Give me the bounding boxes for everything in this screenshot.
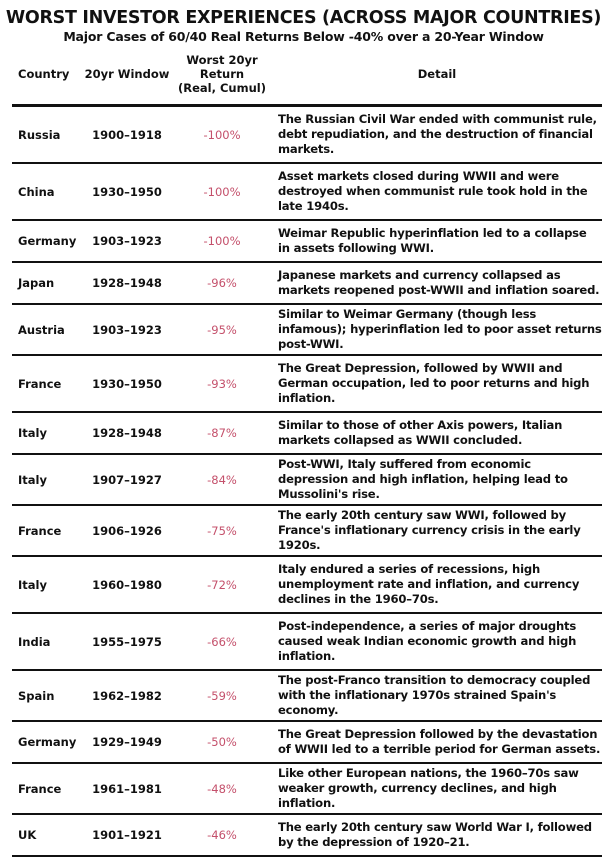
page-title: WORST INVESTOR EXPERIENCES (ACROSS MAJOR COUNTRIES) <box>5 8 602 28</box>
cell-country: Austria <box>12 304 82 355</box>
cell-window: 1903–1923 <box>82 304 172 355</box>
cell-detail: Post-independence, a series of major droughts caused weak Indian economic growth and high inflation. <box>272 613 602 670</box>
table-row <box>12 355 602 412</box>
cell-country: France <box>12 763 82 814</box>
cell-window: 1961–1981 <box>82 763 172 814</box>
cell-detail: Similar to those of other Axis powers, Italian markets collapsed as WWII concluded. <box>272 412 602 454</box>
cell-country: Italy <box>12 412 82 454</box>
cell-return: -72% <box>172 556 272 613</box>
cell-window: 1903–1923 <box>82 220 172 262</box>
cell-detail: The Great Depression followed by the devastation of WWII led to a terrible period for German assets. <box>272 721 602 763</box>
cell-return: -46% <box>172 814 272 856</box>
page-subtitle: Major Cases of 60/40 Real Returns Below -40% over a 20-Year Window <box>63 29 544 44</box>
cell-return: -87% <box>172 412 272 454</box>
cell-detail: The early 20th century saw WWI, followed by France's inflationary currency crisis in the early 1920s. <box>272 505 602 556</box>
header-country: Country <box>12 44 82 106</box>
cell-detail: The early 20th century saw World War I, followed by the depression of 1920–21. <box>272 814 602 856</box>
cell-window: 1928–1948 <box>82 262 172 304</box>
table-row <box>12 412 602 454</box>
table-row <box>12 304 602 355</box>
cell-return: -48% <box>172 763 272 814</box>
cell-detail: Similar to Weimar Germany (though less infamous); hyperinflation led to poor asset returns post-WWI. <box>272 304 602 355</box>
cell-detail: Weimar Republic hyperinflation led to a collapse in assets following WWI. <box>272 220 602 262</box>
cell-return: -100% <box>172 106 272 164</box>
table-row <box>12 556 602 613</box>
table-row <box>12 163 602 220</box>
table-row <box>12 814 602 856</box>
cell-country: Japan <box>12 262 82 304</box>
cell-country: Germany <box>12 220 82 262</box>
cell-window: 1955–1975 <box>82 613 172 670</box>
cell-return: -75% <box>172 505 272 556</box>
cell-return: -66% <box>172 613 272 670</box>
header-return-line3: (Real, Cumul) <box>178 81 266 95</box>
header-row <box>12 44 602 106</box>
cell-detail: The Russian Civil War ended with communist rule, debt repudiation, and the destruction of financial markets. <box>272 106 602 164</box>
cell-detail: Like other European nations, the 1960–70s saw weaker growth, currency declines, and high inflation. <box>272 763 602 814</box>
cell-window: 1929–1949 <box>82 721 172 763</box>
cell-window: 1960–1980 <box>82 556 172 613</box>
table-row <box>12 721 602 763</box>
cell-return: -59% <box>172 670 272 721</box>
header-window: 20yr Window <box>82 44 172 106</box>
table-row <box>12 613 602 670</box>
cell-country: Italy <box>12 454 82 505</box>
header-return-line2: Return <box>199 67 245 81</box>
cell-detail: The post-Franco transition to democracy coupled with the inflationary 1970s strained Spain's economy. <box>272 670 602 721</box>
cell-return: -84% <box>172 454 272 505</box>
cell-window: 1930–1950 <box>82 163 172 220</box>
cell-window: 1907–1927 <box>82 454 172 505</box>
cell-detail: Italy endured a series of recessions, high unemployment rate and inflation, and currency declines in the 1960–70s. <box>272 556 602 613</box>
cell-return: -100% <box>172 163 272 220</box>
cell-detail: Japanese markets and currency collapsed as markets reopened post-WWII and inflation soared. <box>272 262 602 304</box>
cell-country: India <box>12 613 82 670</box>
cell-window: 1962–1982 <box>82 670 172 721</box>
cell-return: -50% <box>172 721 272 763</box>
cell-country: Germany <box>12 721 82 763</box>
cell-return: -95% <box>172 304 272 355</box>
cell-country: UK <box>12 814 82 856</box>
header-return-line1: Worst 20yr <box>186 53 258 67</box>
table-row <box>12 505 602 556</box>
cell-country: Spain <box>12 670 82 721</box>
cell-detail: The Great Depression, followed by WWII and German occupation, led to poor returns and high inflation. <box>272 355 602 412</box>
table-row <box>12 106 602 164</box>
cell-window: 1906–1926 <box>82 505 172 556</box>
cell-window: 1930–1950 <box>82 355 172 412</box>
table-row <box>12 670 602 721</box>
cell-return: -100% <box>172 220 272 262</box>
cell-country: China <box>12 163 82 220</box>
table-row <box>12 454 602 505</box>
cell-window: 1900–1918 <box>82 106 172 164</box>
cell-detail: Asset markets closed during WWII and were destroyed when communist rule took hold in the late 1940s. <box>272 163 602 220</box>
header-return <box>172 44 272 106</box>
cell-detail: Post-WWI, Italy suffered from economic depression and high inflation, helping lead to Mussolini's rise. <box>272 454 602 505</box>
cell-country: Italy <box>12 556 82 613</box>
cell-return: -93% <box>172 355 272 412</box>
cell-country: Russia <box>12 106 82 164</box>
cell-window: 1901–1921 <box>82 814 172 856</box>
investor-experiences-table <box>12 44 602 857</box>
table-row <box>12 220 602 262</box>
table-row <box>12 763 602 814</box>
header-detail: Detail <box>272 44 602 106</box>
cell-country: France <box>12 505 82 556</box>
cell-return: -96% <box>172 262 272 304</box>
cell-window: 1928–1948 <box>82 412 172 454</box>
cell-country: France <box>12 355 82 412</box>
table-row <box>12 262 602 304</box>
